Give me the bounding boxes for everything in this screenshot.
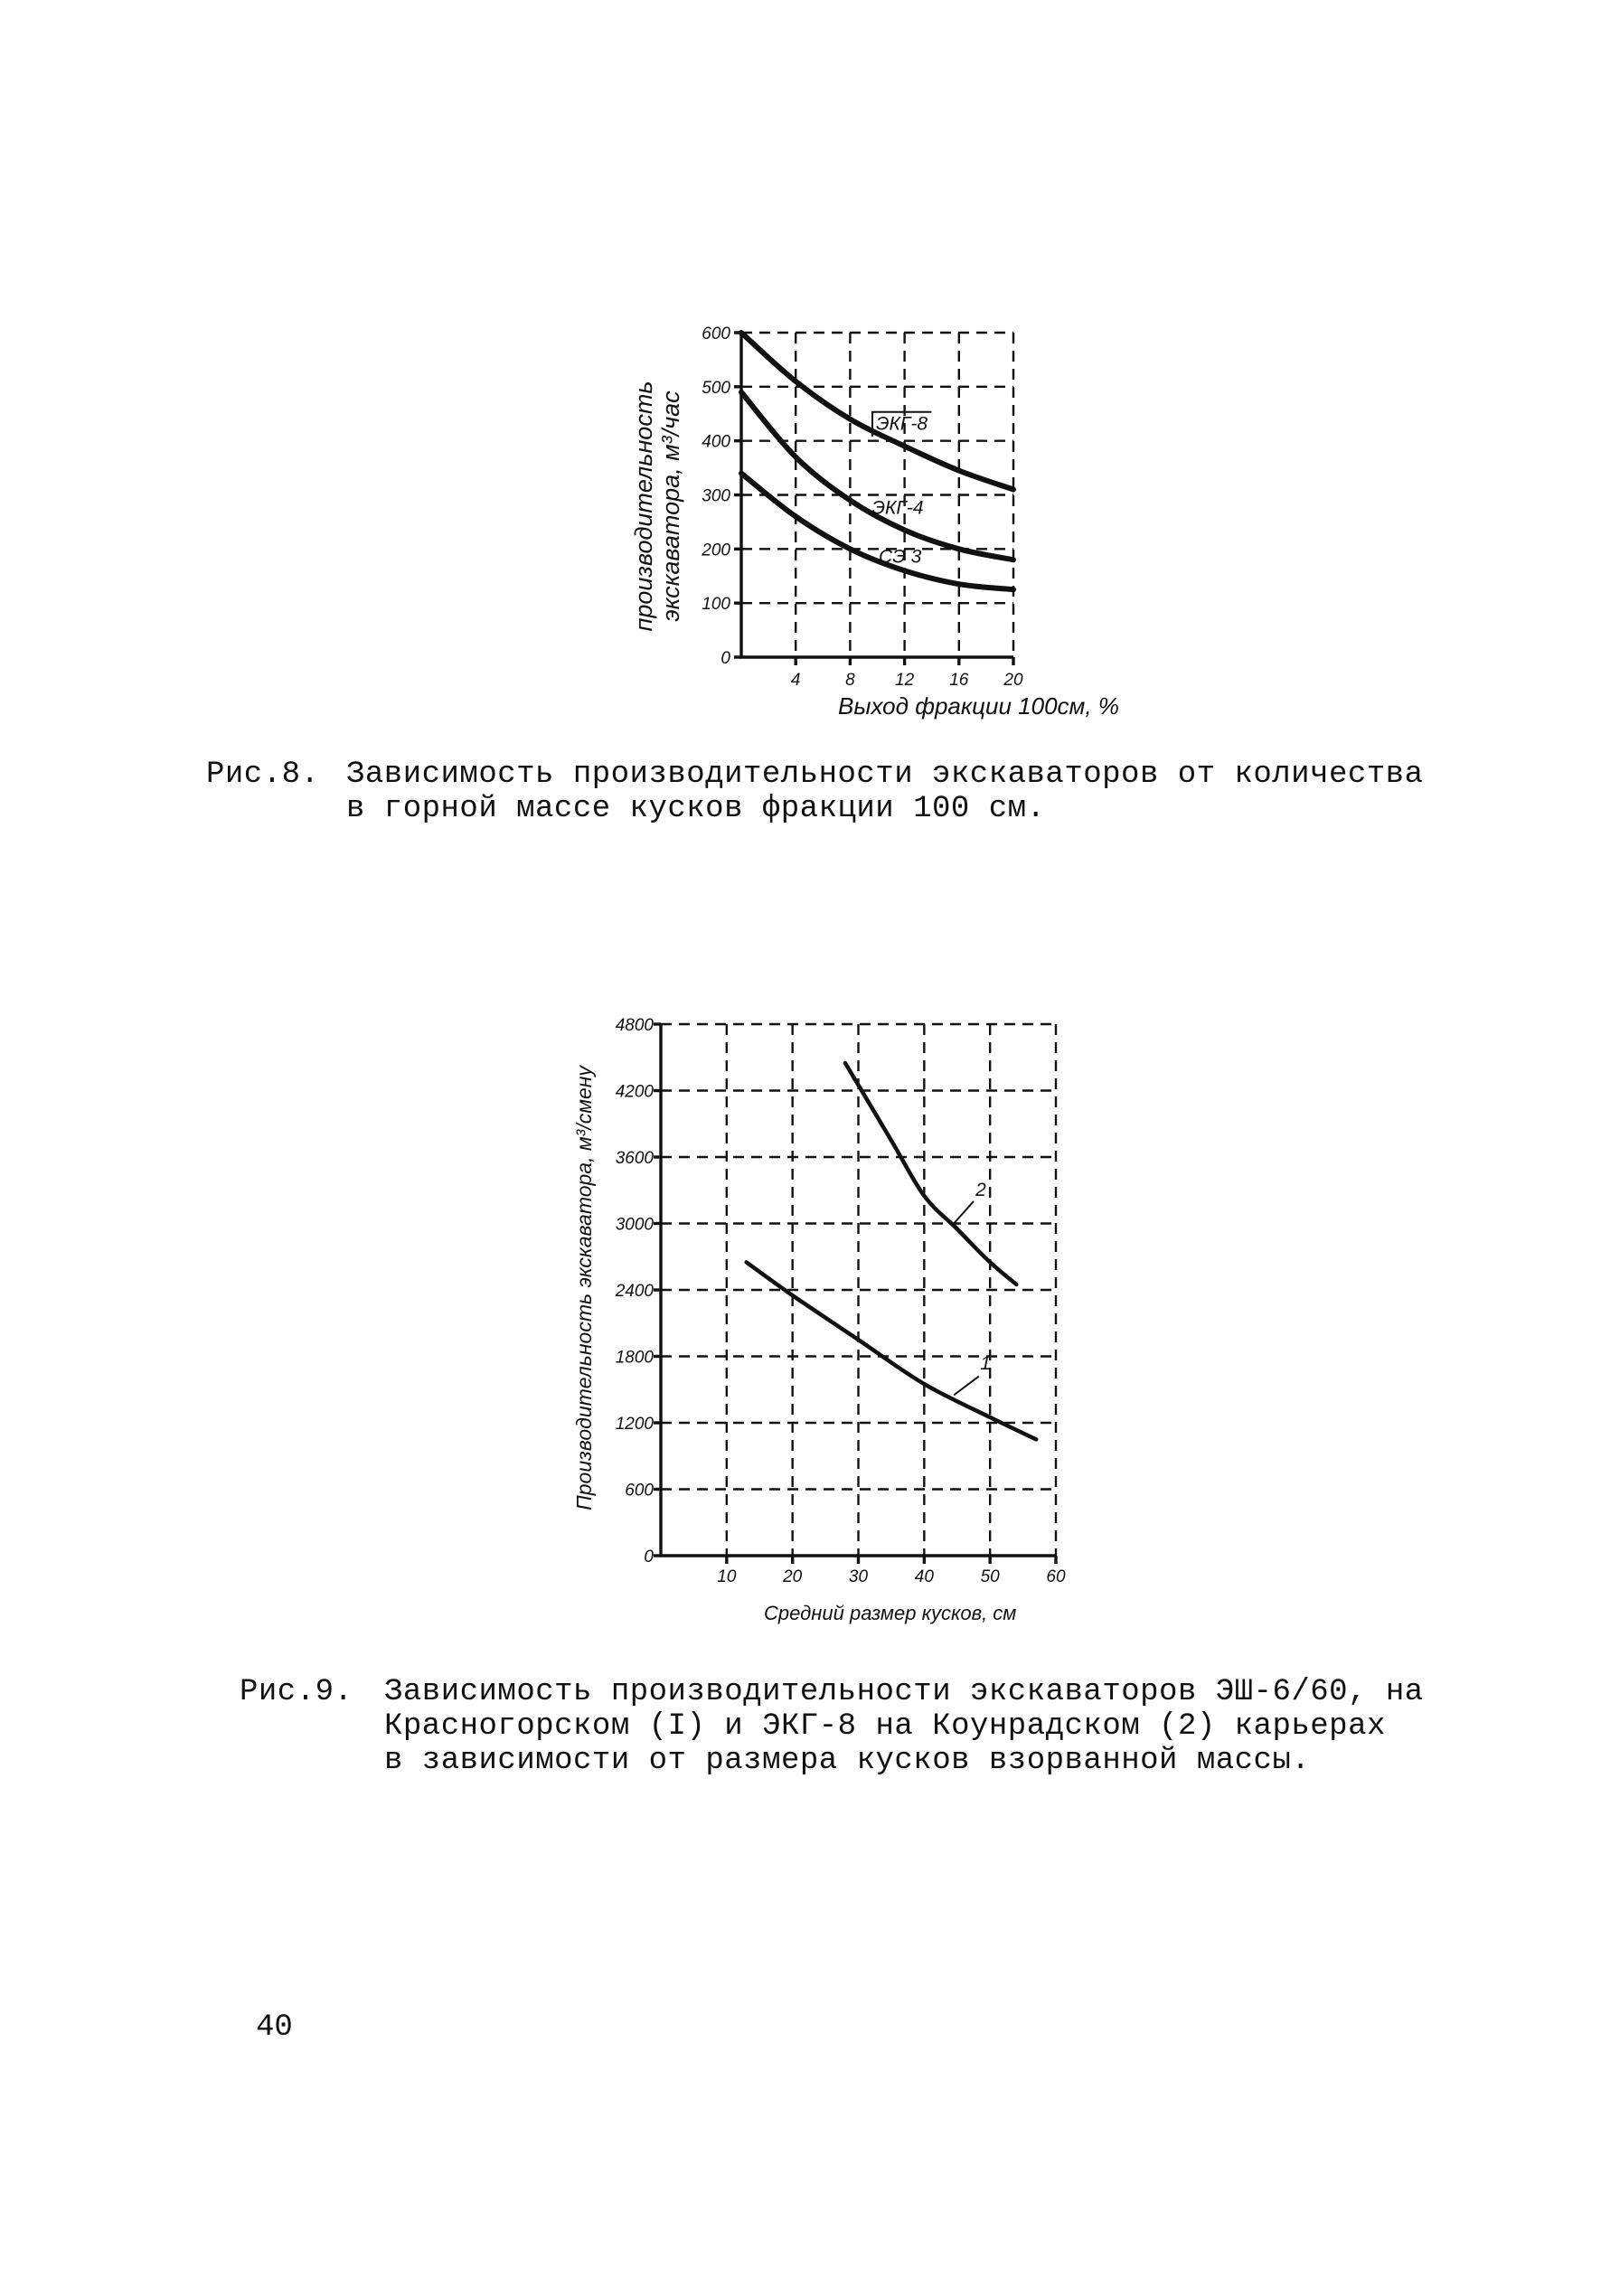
fig9-x-tick-label: 10 bbox=[717, 1567, 737, 1586]
figure-9-chart bbox=[572, 1016, 1066, 1624]
fig8-y-tick-label: 100 bbox=[702, 595, 730, 615]
fig9-caption-line2: Красногорском (I) и ЭКГ-8 на Коунрадском (2) карьерах bbox=[384, 1709, 1386, 1744]
fig8-x-axis-title: Выход фракции 100см, % bbox=[838, 692, 1119, 720]
fig9-x-tick-label: 60 bbox=[1046, 1567, 1066, 1586]
fig9-grid bbox=[661, 1024, 1056, 1556]
fig8-y-axis-title-line2: экскаватора, м³/час bbox=[657, 391, 684, 622]
fig8-series-label-1: ЭКГ-8 bbox=[875, 413, 928, 435]
fig8-series-line-3 bbox=[741, 474, 1013, 590]
fig9-series bbox=[747, 1063, 1036, 1440]
fig8-x-tick-label: 20 bbox=[1003, 671, 1023, 690]
fig8-y-axis-title bbox=[630, 381, 684, 631]
fig8-y-tick-label: 300 bbox=[702, 486, 730, 506]
fig9-x-tick-label: 50 bbox=[980, 1567, 1000, 1586]
fig8-series bbox=[741, 333, 1013, 589]
fig8-series-label-2: ЭКГ-4 bbox=[871, 497, 924, 519]
fig8-caption bbox=[206, 757, 1424, 895]
fig8-x-tick-label: 12 bbox=[895, 671, 915, 690]
fig8-series-label-3: СЭ 3 bbox=[879, 546, 922, 568]
fig9-caption-line1: Зависимость производительности экскаваторов ЭШ-6/60, на bbox=[384, 1675, 1424, 1709]
fig9-series-leader-2 bbox=[954, 1201, 974, 1224]
fig8-caption-label: Рис.8. bbox=[206, 757, 320, 792]
fig9-x-tick-label: 20 bbox=[783, 1567, 803, 1586]
fig8-caption-line2: в горной массе кусков фракции 100 см. bbox=[346, 792, 1046, 826]
fig9-caption-label: Рис.9. bbox=[240, 1675, 353, 1709]
page-number: 40 bbox=[256, 2010, 293, 2045]
fig8-y-tick-label: 500 bbox=[702, 378, 730, 398]
fig8-y-tick-label: 0 bbox=[720, 649, 730, 668]
fig9-y-axis-title bbox=[572, 1065, 596, 1510]
fig9-y-tick-label: 2400 bbox=[615, 1282, 654, 1301]
fig9-y-tick-label: 4800 bbox=[615, 1016, 654, 1035]
fig8-x-tick-label: 16 bbox=[949, 671, 969, 690]
fig9-y-axis-title-line1: Производительность экскаватора, м³/смену bbox=[572, 1066, 596, 1510]
fig9-series-label-2: 2 bbox=[975, 1179, 986, 1200]
fig9-series-leader-1 bbox=[954, 1377, 979, 1396]
fig9-caption-line3: в зависимости от размера кусков взорванной массы. bbox=[384, 1744, 1311, 1778]
fig9-y-tick-label: 600 bbox=[625, 1481, 654, 1501]
fig8-y-axis-title-line1: производительность bbox=[630, 381, 657, 632]
fig9-y-tick-label: 1800 bbox=[615, 1348, 654, 1368]
fig8-x-tick-label: 4 bbox=[790, 671, 801, 690]
fig9-axes bbox=[654, 1024, 1056, 1564]
fig9-x-tick-label: 40 bbox=[914, 1567, 934, 1586]
fig9-x-tick-label: 30 bbox=[848, 1567, 869, 1586]
fig8-x-tick-label: 8 bbox=[845, 671, 855, 690]
fig9-y-tick-label: 3000 bbox=[615, 1215, 654, 1235]
fig9-y-tick-label: 1200 bbox=[615, 1415, 654, 1434]
fig9-caption bbox=[240, 1675, 1424, 1847]
fig9-y-tick-label: 3600 bbox=[615, 1149, 654, 1168]
fig9-x-axis-title: Средний размер кусков, см bbox=[764, 1602, 1017, 1624]
fig9-y-tick-label: 4200 bbox=[615, 1082, 654, 1102]
fig9-tick-labels bbox=[615, 1016, 1066, 1586]
fig8-y-tick-label: 600 bbox=[702, 325, 730, 343]
fig8-caption-line1: Зависимость производительности экскаваторов от количества bbox=[346, 757, 1424, 792]
fig8-grid bbox=[741, 333, 1013, 657]
fig9-y-tick-label: 0 bbox=[644, 1548, 654, 1567]
figure-8-chart bbox=[630, 325, 1119, 720]
fig9-series-label-1: 1 bbox=[980, 1353, 991, 1375]
fig8-y-tick-label: 200 bbox=[702, 541, 730, 560]
fig8-y-tick-label: 400 bbox=[702, 432, 730, 452]
